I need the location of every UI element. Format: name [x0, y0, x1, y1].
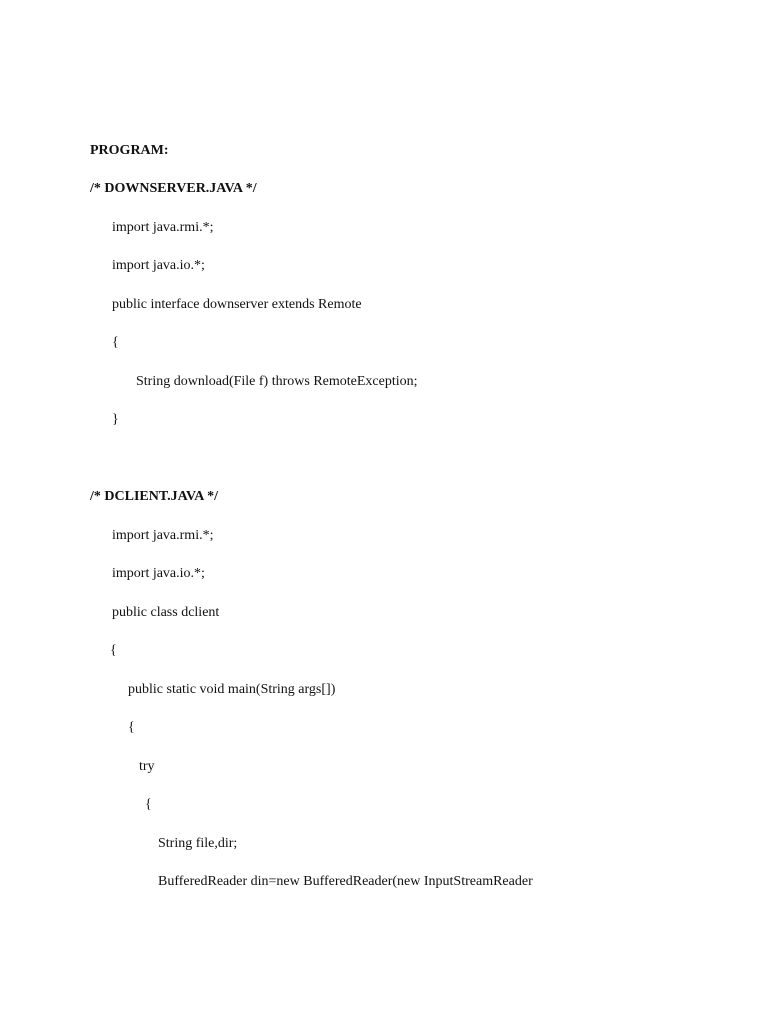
code-line: {: [145, 797, 152, 812]
code-line: {: [112, 335, 119, 350]
downserver-comment: /* DOWNSERVER.JAVA */: [90, 181, 257, 196]
code-line: import java.rmi.*;: [112, 220, 214, 235]
program-heading: PROGRAM:: [90, 143, 169, 158]
code-line: String download(File f) throws RemoteException;: [136, 374, 418, 389]
code-line: try: [139, 759, 155, 774]
code-line: import java.io.*;: [112, 566, 205, 581]
code-line: BufferedReader din=new BufferedReader(new InputStreamReader: [158, 874, 533, 889]
code-line: public class dclient: [112, 605, 220, 620]
code-line: public static void main(String args[]): [128, 682, 336, 697]
code-line: import java.io.*;: [112, 258, 205, 273]
code-line: }: [112, 412, 119, 427]
code-line: public interface downserver extends Remote: [112, 297, 362, 312]
code-line: {: [128, 720, 135, 735]
dclient-comment: /* DCLIENT.JAVA */: [90, 489, 218, 504]
code-line: String file,dir;: [158, 836, 238, 851]
code-line: import java.rmi.*;: [112, 528, 214, 543]
code-line: {: [110, 643, 117, 658]
